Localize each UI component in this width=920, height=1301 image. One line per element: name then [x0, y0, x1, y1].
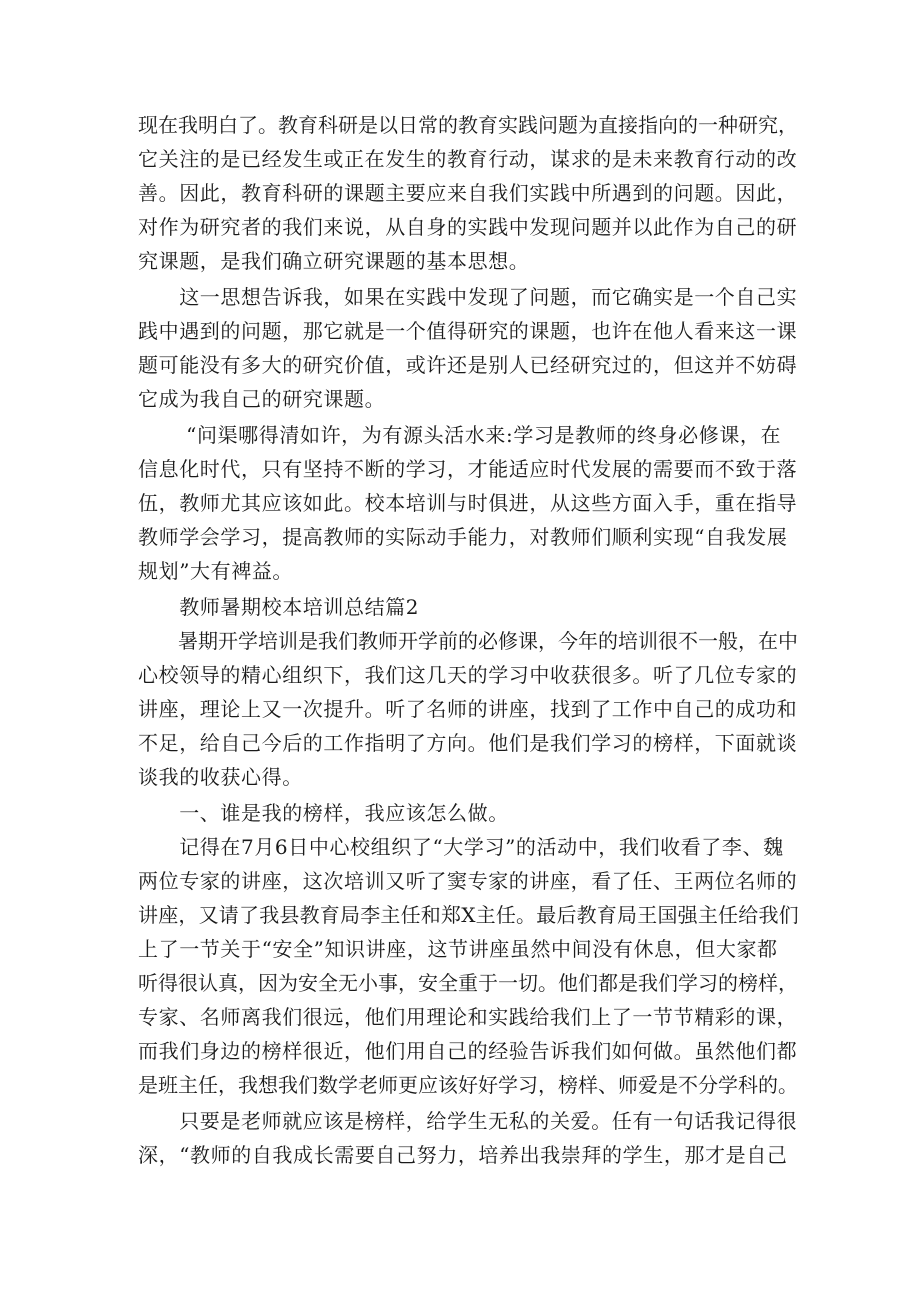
text-line: 讲座，又请了我县教育局李主任和郑X主任。最后教育局王国强主任给我们 [138, 903, 799, 927]
text-line: 谈我的收获心得。 [138, 765, 303, 789]
section-heading: 教师暑期校本培训总结篇2 [138, 595, 420, 619]
text-line: 对作为研究者的我们来说，从自身的实践中发现问题并以此作为自己的研 [138, 215, 798, 239]
text-line: 践中遇到的问题，那它就是一个值得研究的课题，也许在他人看来这一课 [138, 319, 798, 343]
text-line: 暑期开学培训是我们教师开学前的必修课，今年的培训很不一般，在中 [138, 629, 798, 653]
text-line: 它成为我自己的研究课题。 [138, 387, 386, 411]
text-line: 教师学会学习，提高教师的实际动手能力，对教师们顺利实现“自我发展 [138, 525, 788, 549]
text-line: 上了一节关于“安全”知识讲座，这节讲座虽然中间没有休息，但大家都 [138, 937, 778, 961]
text-line: 它关注的是已经发生或正在发生的教育行动，谋求的是未来教育行动的改 [138, 147, 798, 171]
text-line: 题可能没有多大的研究价值，或许还是别人已经研究过的，但这并不妨碍 [138, 353, 798, 377]
subsection-heading: 一、谁是我的榜样，我应该怎么做。 [138, 801, 509, 825]
text-line: 不足，给自己今后的工作指明了方向。他们是我们学习的榜样，下面就谈 [138, 731, 798, 755]
text-line: 只要是老师就应该是榜样，给学生无私的关爱。任有一句话我记得很 [138, 1109, 798, 1133]
text-line: 信息化时代，只有坚持不断的学习，才能适应时代发展的需要而不致于落 [138, 457, 798, 481]
text-line: 而我们身边的榜样很近，他们用自己的经验告诉我们如何做。虽然他们都 [138, 1039, 798, 1063]
text-line: 是班主任，我想我们数学老师更应该好好学习，榜样、师爱是不分学科的。 [138, 1073, 798, 1097]
text-line: 究课题，是我们确立研究课题的基本思想。 [138, 249, 530, 273]
text-line: 现在我明白了。教育科研是以日常的教育实践问题为直接指向的一种研究， [138, 113, 798, 137]
text-line: 专家、名师离我们很远，他们用理论和实践给我们上了一节节精彩的课， [138, 1005, 798, 1029]
text-line: 伍，教师尤其应该如此。校本培训与时俱进，从这些方面入手，重在指导 [138, 491, 798, 515]
text-line: 听得很认真，因为安全无小事，安全重于一切。他们都是我们学习的榜样， [138, 971, 798, 995]
text-line: 这一思想告诉我，如果在实践中发现了问题，而它确实是一个自己实 [138, 285, 798, 309]
text-line: 讲座，理论上又一次提升。听了名师的讲座，找到了工作中自己的成功和 [138, 697, 798, 721]
text-line: 善。因此，教育科研的课题主要应来自我们实践中所遇到的问题。因此， [138, 181, 798, 205]
text-line: 深，“教师的自我成长需要自己努力，培养出我崇拜的学生，那才是自己 [138, 1143, 788, 1167]
text-line: “问渠哪得清如许，为有源头活水来:学习是教师的终身必修课，在 [138, 423, 782, 447]
text-line: 心校领导的精心组织下，我们这几天的学习中收获很多。听了几位专家的 [138, 663, 798, 687]
document-body [138, 108, 800, 1172]
text-line: 记得在7月6日中心校组织了“大学习”的活动中，我们收看了李、魏 [138, 835, 784, 859]
text-line: 规划”大有裨益。 [138, 559, 294, 583]
text-line: 两位专家的讲座，这次培训又听了窦专家的讲座，看了任、王两位名师的 [138, 869, 798, 893]
